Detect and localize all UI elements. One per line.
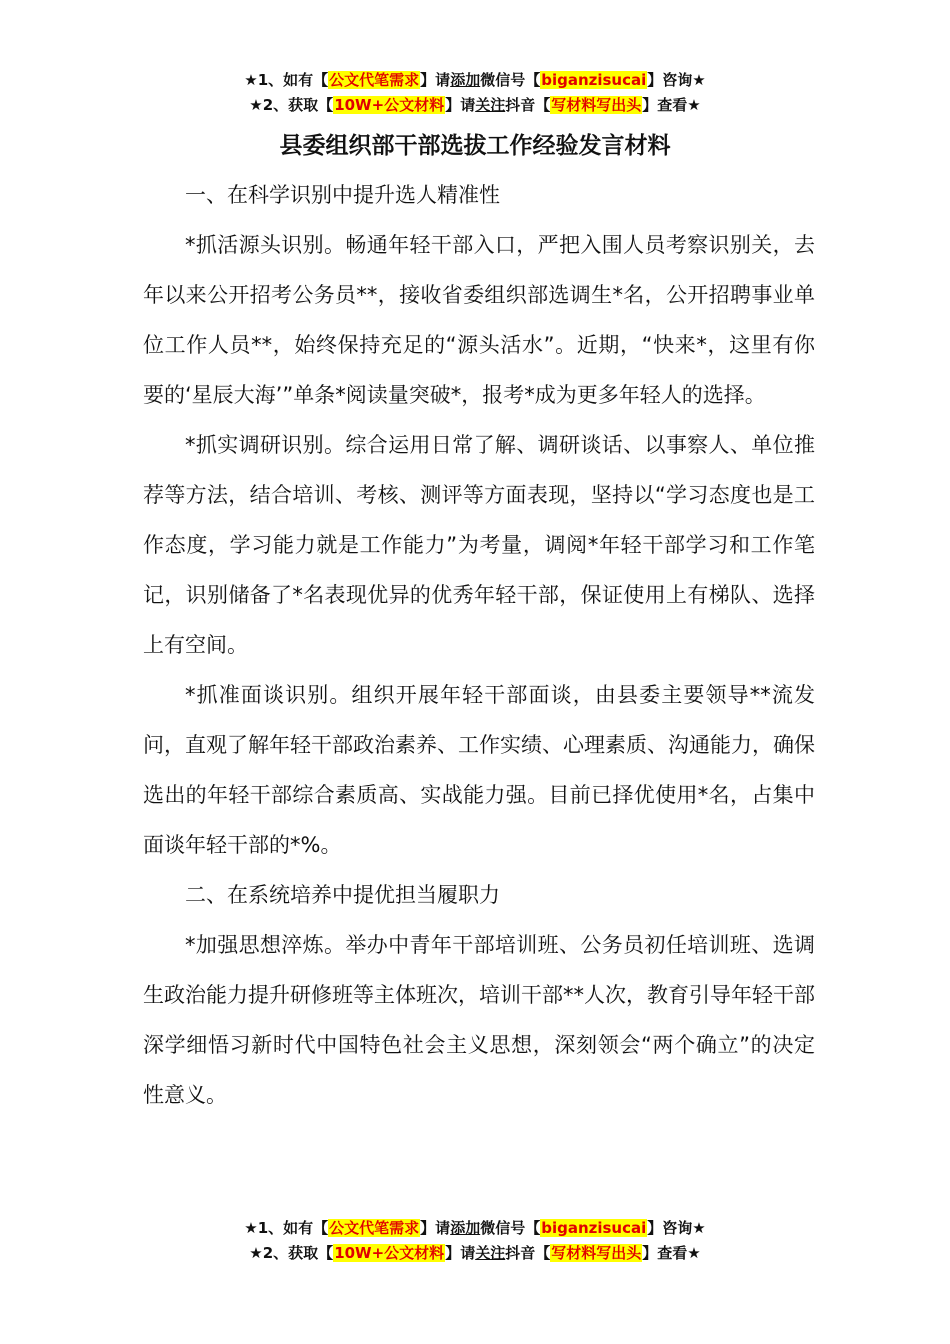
promo-banner-bottom bbox=[0, 1216, 950, 1266]
highlight-wechat-id: biganzisucai bbox=[541, 1219, 647, 1237]
section-heading-2: 二、在系统培养中提优担当履职力 bbox=[185, 883, 500, 907]
paragraph: *抓实调研识别。综合运用日常了解、调研谈话、以事察人、单位推荐等方法，结合培训、考核、测评等方面表现，坚持以“学习态度也是工作态度，学习能力就是工作能力”为考量，调阅*年轻干部学习和工作笔记，识别储备了*名表现优异的优秀年轻干部，保证使用上有梯队、选择上有空间。 bbox=[143, 433, 815, 657]
highlight-douyin-account: 写材料写出头 bbox=[551, 96, 642, 114]
promo-line-1: ★1、如有【公文代笔需求】请添加微信号【biganzisucai】咨询★ bbox=[244, 71, 706, 89]
paragraph: *加强思想淬炼。举办中青年干部培训班、公务员初任培训班、选调生政治能力提升研修班等主体班次，培训干部**人次，教育引导年轻干部深学细悟习新时代中国特色社会主义思想，深刻领会“两个确立”的决定性意义。 bbox=[143, 933, 815, 1107]
highlight-service: 公文代笔需求 bbox=[329, 1219, 420, 1237]
highlight-wechat-id: biganzisucai bbox=[541, 71, 647, 89]
paragraph: *抓准面谈识别。组织开展年轻干部面谈，由县委主要领导**流发问，直观了解年轻干部政治素养、工作实绩、心理素质、沟通能力，确保选出的年轻干部综合素质高、实战能力强。目前已择优使用*名，占集中面谈年轻干部的*%。 bbox=[143, 683, 815, 857]
highlight-materials: 10W+公文材料 bbox=[334, 1244, 445, 1262]
promo-line-2: ★2、获取【10W+公文材料】请关注抖音【写材料写出头】查看★ bbox=[249, 1244, 701, 1262]
document-body bbox=[143, 170, 815, 1120]
section-heading-1: 一、在科学识别中提升选人精准性 bbox=[185, 183, 500, 207]
promo-line-1: ★1、如有【公文代笔需求】请添加微信号【biganzisucai】咨询★ bbox=[244, 1219, 706, 1237]
highlight-materials: 10W+公文材料 bbox=[334, 96, 445, 114]
highlight-douyin-account: 写材料写出头 bbox=[551, 1244, 642, 1262]
document-title: 县委组织部干部选拔工作经验发言材料 bbox=[279, 133, 671, 159]
promo-line-2: ★2、获取【10W+公文材料】请关注抖音【写材料写出头】查看★ bbox=[249, 96, 701, 114]
paragraph: *抓活源头识别。畅通年轻干部入口，严把入围人员考察识别关，去年以来公开招考公务员**，接收省委组织部选调生*名，公开招聘事业单位工作人员**，始终保持充足的“源头活水”。近期，“快来*，这里有你要的‘星辰大海’”单条*阅读量突破*，报考*成为更多年轻人的选择。 bbox=[143, 233, 815, 407]
promo-banner-top bbox=[0, 68, 950, 118]
highlight-service: 公文代笔需求 bbox=[329, 71, 420, 89]
